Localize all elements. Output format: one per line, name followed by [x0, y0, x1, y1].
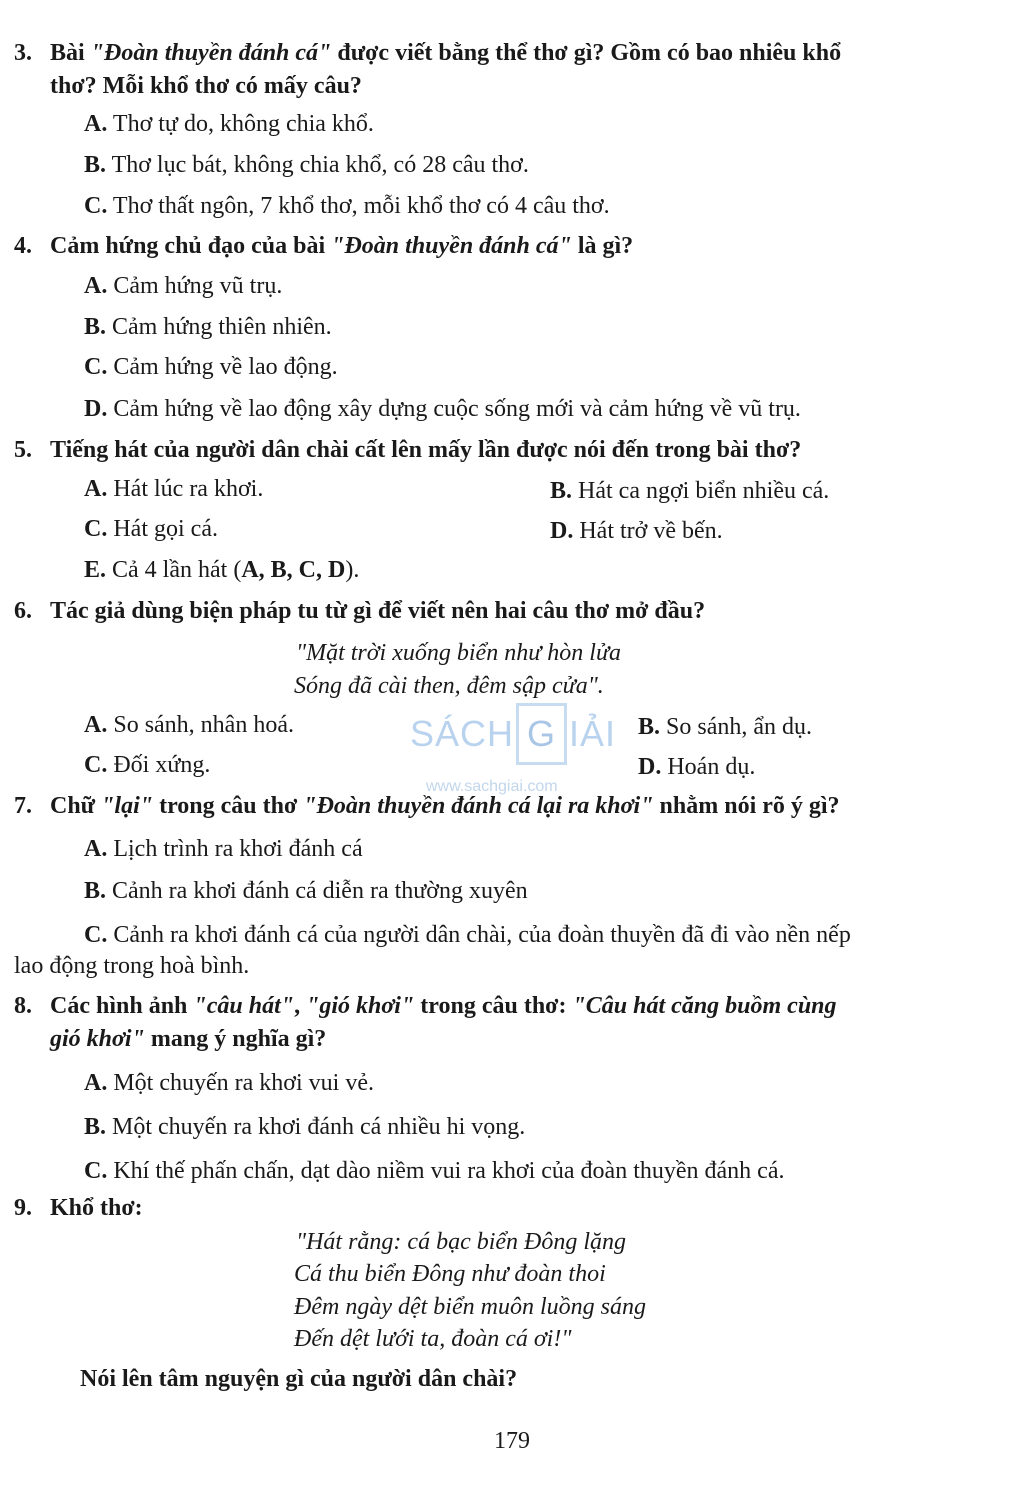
option-6c: C. Đối xứng.: [84, 752, 211, 778]
question-number: 4.: [14, 233, 32, 259]
watermark-url: www.sachgiai.com: [426, 778, 558, 795]
option-8b: B. Một chuyến ra khơi đánh cá nhiều hi vọng.: [84, 1114, 526, 1140]
question-4: 4. Cảm hứng chủ đạo của bài "Đoàn thuyền đánh cá" là gì?: [14, 230, 974, 263]
poem-line: "Mặt trời xuống biển như hòn lửa: [296, 640, 622, 666]
option-5b: B. Hát ca ngợi biển nhiều cá.: [550, 478, 830, 504]
option-7a: A. Lịch trình ra khơi đánh cá: [84, 836, 363, 862]
option-5a: A. Hát lúc ra khơi.: [84, 476, 264, 502]
watermark-logo: SÁCH G IẢI: [410, 703, 615, 765]
option-7c: C. Cảnh ra khơi đánh cá của người dân chài, của đoàn thuyền đã đi vào nền nếp lao động trong hoà bình.: [14, 922, 851, 979]
poem-line: Cá thu biển Đông như đoàn thoi: [294, 1261, 606, 1287]
question-8: 8. Các hình ảnh "câu hát", "gió khơi" trong câu thơ: "Câu hát căng buồm cùng gió khơi" mang ý nghĩa gì?: [14, 990, 974, 1056]
poem-title: "Đoàn thuyền đánh cá": [331, 233, 572, 259]
poem-line: "Hát rằng: cá bạc biển Đông lặng: [296, 1229, 627, 1255]
option-5e: E. Cả 4 lần hát (A, B, C, D).: [84, 557, 360, 583]
question-number: 9.: [14, 1195, 32, 1221]
question-7: 7. Chữ "lại" trong câu thơ "Đoàn thuyền đánh cá lại ra khơi" nhằm nói rõ ý gì?: [14, 790, 974, 823]
poem-line: Sóng đã cài then, đêm sập cửa".: [294, 673, 604, 699]
option-7b: B. Cảnh ra khơi đánh cá diễn ra thường xuyên: [84, 878, 528, 904]
poem-line: Đến dệt lưới ta, đoàn cá ơi!": [294, 1326, 572, 1352]
option-4a: A. Cảm hứng vũ trụ.: [84, 273, 283, 299]
option-3c: C. Thơ thất ngôn, 7 khổ thơ, mỗi khổ thơ có 4 câu thơ.: [84, 193, 610, 219]
option-4c: C. Cảm hứng về lao động.: [84, 354, 338, 380]
option-6b: B. So sánh, ẩn dụ.: [638, 714, 813, 740]
option-5d: D. Hát trở về bến.: [550, 518, 723, 544]
option-3a: A. Thơ tự do, không chia khổ.: [84, 111, 374, 137]
question-9: 9. Khổ thơ:: [14, 1192, 974, 1225]
option-3b: B. Thơ lục bát, không chia khổ, có 28 câu thơ.: [84, 152, 529, 178]
question-number: 8.: [14, 993, 32, 1019]
option-6a: A. So sánh, nhân hoá.: [84, 712, 294, 738]
page-number: 179: [494, 1428, 530, 1454]
question-number: 7.: [14, 793, 32, 819]
question-9-prompt: Nói lên tâm nguyện gì của người dân chài?: [80, 1366, 518, 1392]
option-8c: C. Khí thế phấn chấn, dạt dào niềm vui ra khơi của đoàn thuyền đánh cá.: [84, 1158, 785, 1184]
option-4b: B. Cảm hứng thiên nhiên.: [84, 314, 332, 340]
question-number: 5.: [14, 437, 32, 463]
question-3: 3. Bài "Đoàn thuyền đánh cá" được viết bằng thể thơ gì? Gồm có bao nhiêu khổ thơ? Mỗi khổ thơ có mấy câu?: [14, 37, 974, 103]
question-6: 6. Tác giả dùng biện pháp tu từ gì để viết nên hai câu thơ mở đầu?: [14, 595, 974, 628]
option-6d: D. Hoán dụ.: [638, 754, 756, 780]
question-number: 3.: [14, 40, 32, 66]
option-5c: C. Hát gọi cá.: [84, 516, 218, 542]
option-4d: D. Cảm hứng về lao động xây dựng cuộc sống mới và cảm hứng về vũ trụ.: [84, 396, 801, 422]
option-8a: A. Một chuyến ra khơi vui vẻ.: [84, 1070, 374, 1096]
question-5: 5. Tiếng hát của người dân chài cất lên mấy lần được nói đến trong bài thơ?: [14, 434, 974, 467]
poem-title: "Đoàn thuyền đánh cá": [90, 40, 332, 66]
poem-line: Đêm ngày dệt biển muôn luồng sáng: [294, 1294, 646, 1320]
question-number: 6.: [14, 598, 32, 624]
